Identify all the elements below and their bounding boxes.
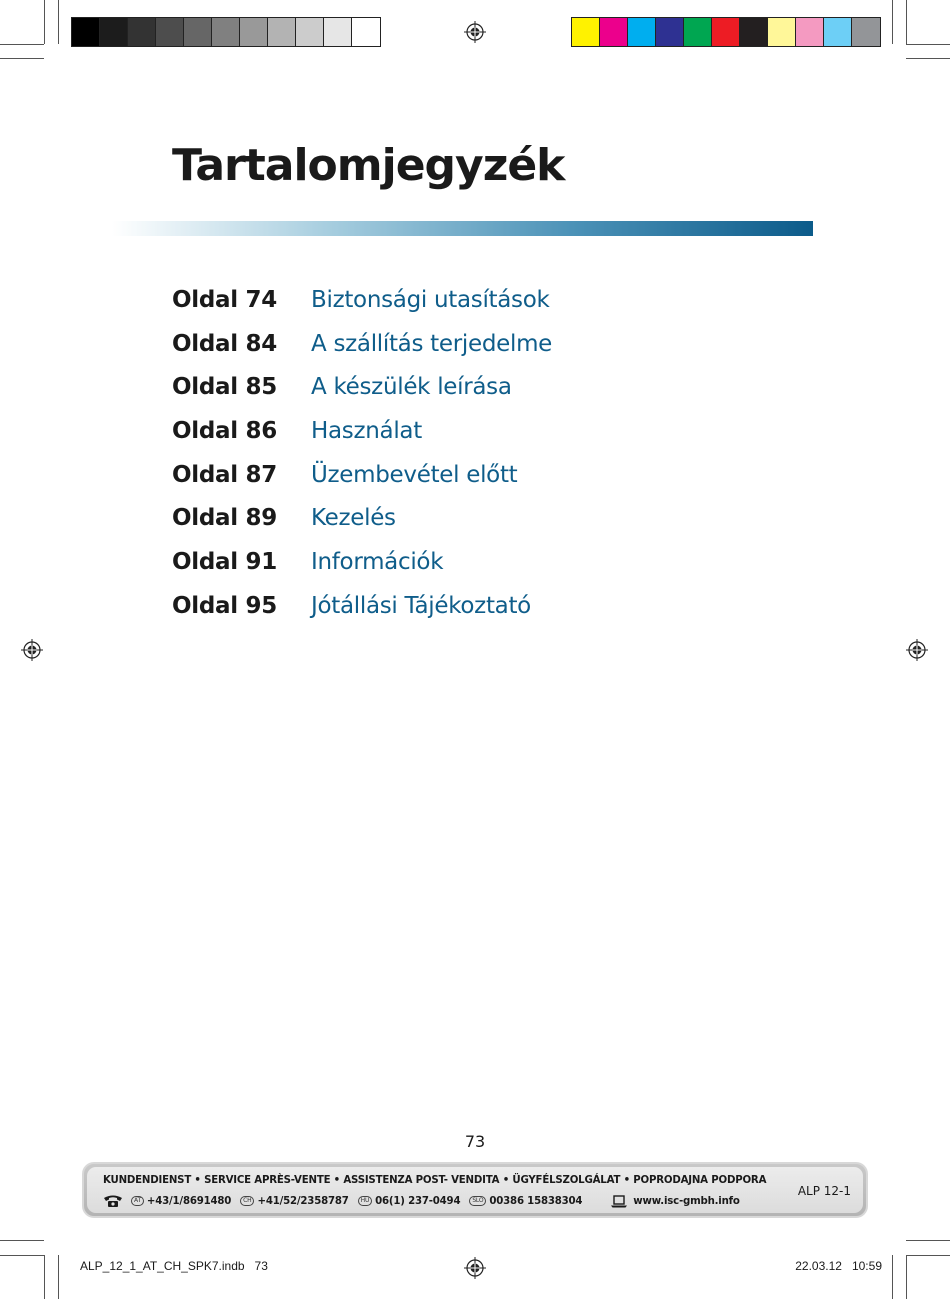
toc-entry-title[interactable]: Üzembevétel előtt bbox=[311, 461, 518, 488]
table-of-contents bbox=[172, 278, 552, 628]
title-gradient-rule bbox=[112, 221, 813, 236]
contact-at[interactable] bbox=[131, 1196, 231, 1207]
contact-slo[interactable] bbox=[469, 1196, 582, 1207]
color-swatch bbox=[156, 18, 184, 46]
registration-mark-icon bbox=[464, 1257, 486, 1279]
website-link[interactable]: www.isc-gmbh.info bbox=[633, 1195, 740, 1207]
country-badge: CH bbox=[240, 1196, 254, 1206]
process-color-bar bbox=[571, 17, 881, 47]
service-contacts bbox=[103, 1194, 740, 1208]
crop-mark bbox=[892, 0, 893, 44]
phone-number: 06(1) 237-0494 bbox=[375, 1195, 461, 1207]
toc-entry-title[interactable]: Információk bbox=[311, 548, 444, 575]
page-number: 73 bbox=[464, 1132, 486, 1151]
phone-number: +41/52/2358787 bbox=[257, 1195, 349, 1207]
toc-row[interactable] bbox=[172, 584, 552, 628]
contact-hu[interactable] bbox=[358, 1196, 461, 1207]
laptop-icon bbox=[611, 1195, 627, 1208]
crop-mark bbox=[906, 0, 907, 44]
toc-row[interactable] bbox=[172, 540, 552, 584]
toc-row[interactable] bbox=[172, 322, 552, 366]
crop-mark bbox=[906, 1255, 907, 1299]
color-swatch bbox=[240, 18, 268, 46]
toc-entry-title[interactable]: A készülék leírása bbox=[311, 374, 512, 401]
customer-service-box bbox=[82, 1162, 868, 1218]
color-swatch bbox=[600, 18, 628, 46]
crop-mark bbox=[906, 1255, 950, 1256]
color-swatch bbox=[212, 18, 240, 46]
toc-row[interactable] bbox=[172, 496, 552, 540]
service-heading: KUNDENDIENST • SERVICE APRÈS-VENTE • ASSISTENZA POST- VENDITA • ÜGYFÉLSZOLGÁLAT • POPRODAJNA PODPORA bbox=[103, 1175, 767, 1186]
color-swatch bbox=[572, 18, 600, 46]
toc-page-number: Oldal 74 bbox=[172, 286, 277, 313]
crop-mark bbox=[0, 44, 44, 45]
phone-number: +43/1/8691480 bbox=[146, 1195, 232, 1207]
color-swatch bbox=[796, 18, 824, 46]
toc-entry-title[interactable]: Kezelés bbox=[311, 505, 396, 532]
color-swatch bbox=[128, 18, 156, 46]
toc-entry-title[interactable]: A szállítás terjedelme bbox=[311, 330, 553, 357]
crop-mark bbox=[44, 0, 45, 44]
registration-mark-icon bbox=[21, 639, 43, 661]
color-swatch bbox=[296, 18, 324, 46]
toc-row[interactable] bbox=[172, 365, 552, 409]
toc-entry-title[interactable]: Biztonsági utasítások bbox=[311, 286, 550, 313]
color-swatch bbox=[628, 18, 656, 46]
crop-mark bbox=[906, 44, 950, 45]
toc-entry-title[interactable]: Használat bbox=[311, 417, 422, 444]
color-swatch bbox=[72, 18, 100, 46]
toc-page-number: Oldal 86 bbox=[172, 417, 277, 444]
crop-mark bbox=[906, 1240, 950, 1241]
toc-page-number: Oldal 85 bbox=[172, 374, 277, 401]
color-swatch bbox=[684, 18, 712, 46]
crop-mark bbox=[892, 1255, 893, 1299]
toc-entry-title[interactable]: Jótállási Tájékoztató bbox=[311, 592, 531, 619]
registration-mark-icon bbox=[906, 639, 928, 661]
country-badge: HU bbox=[358, 1196, 373, 1206]
color-swatch bbox=[824, 18, 852, 46]
telephone-icon bbox=[103, 1194, 123, 1208]
crop-mark bbox=[0, 1255, 44, 1256]
toc-row[interactable] bbox=[172, 453, 552, 497]
slug-file-info: ALP_12_1_AT_CH_SPK7.indb 73 bbox=[80, 1259, 268, 1273]
toc-page-number: Oldal 91 bbox=[172, 548, 277, 575]
crop-mark bbox=[906, 58, 950, 59]
color-swatch bbox=[768, 18, 796, 46]
color-swatch bbox=[656, 18, 684, 46]
toc-row[interactable] bbox=[172, 278, 552, 322]
crop-mark bbox=[0, 1240, 44, 1241]
color-swatch bbox=[268, 18, 296, 46]
crop-mark bbox=[58, 1255, 59, 1299]
country-badge: SLO bbox=[469, 1196, 486, 1206]
grayscale-color-bar bbox=[71, 17, 381, 47]
color-swatch bbox=[100, 18, 128, 46]
color-swatch bbox=[184, 18, 212, 46]
model-number: ALP 12-1 bbox=[797, 1184, 851, 1198]
color-swatch bbox=[852, 18, 880, 46]
color-swatch bbox=[712, 18, 740, 46]
color-swatch bbox=[324, 18, 352, 46]
country-badge: AT bbox=[131, 1196, 144, 1206]
crop-mark bbox=[44, 1255, 45, 1299]
color-swatch bbox=[740, 18, 768, 46]
slug-datetime: 22.03.12 10:59 bbox=[795, 1259, 882, 1273]
registration-mark-icon bbox=[464, 21, 486, 43]
customer-service-panel bbox=[87, 1167, 863, 1213]
toc-page-number: Oldal 84 bbox=[172, 330, 277, 357]
toc-page-number: Oldal 87 bbox=[172, 461, 277, 488]
toc-page-number: Oldal 95 bbox=[172, 592, 277, 619]
color-swatch bbox=[352, 18, 380, 46]
crop-mark bbox=[0, 58, 44, 59]
crop-mark bbox=[58, 0, 59, 44]
phone-number: 00386 15838304 bbox=[489, 1195, 583, 1207]
page-title: Tartalomjegyzék bbox=[172, 140, 565, 191]
contact-ch[interactable] bbox=[240, 1196, 348, 1207]
toc-page-number: Oldal 89 bbox=[172, 505, 277, 532]
toc-row[interactable] bbox=[172, 409, 552, 453]
